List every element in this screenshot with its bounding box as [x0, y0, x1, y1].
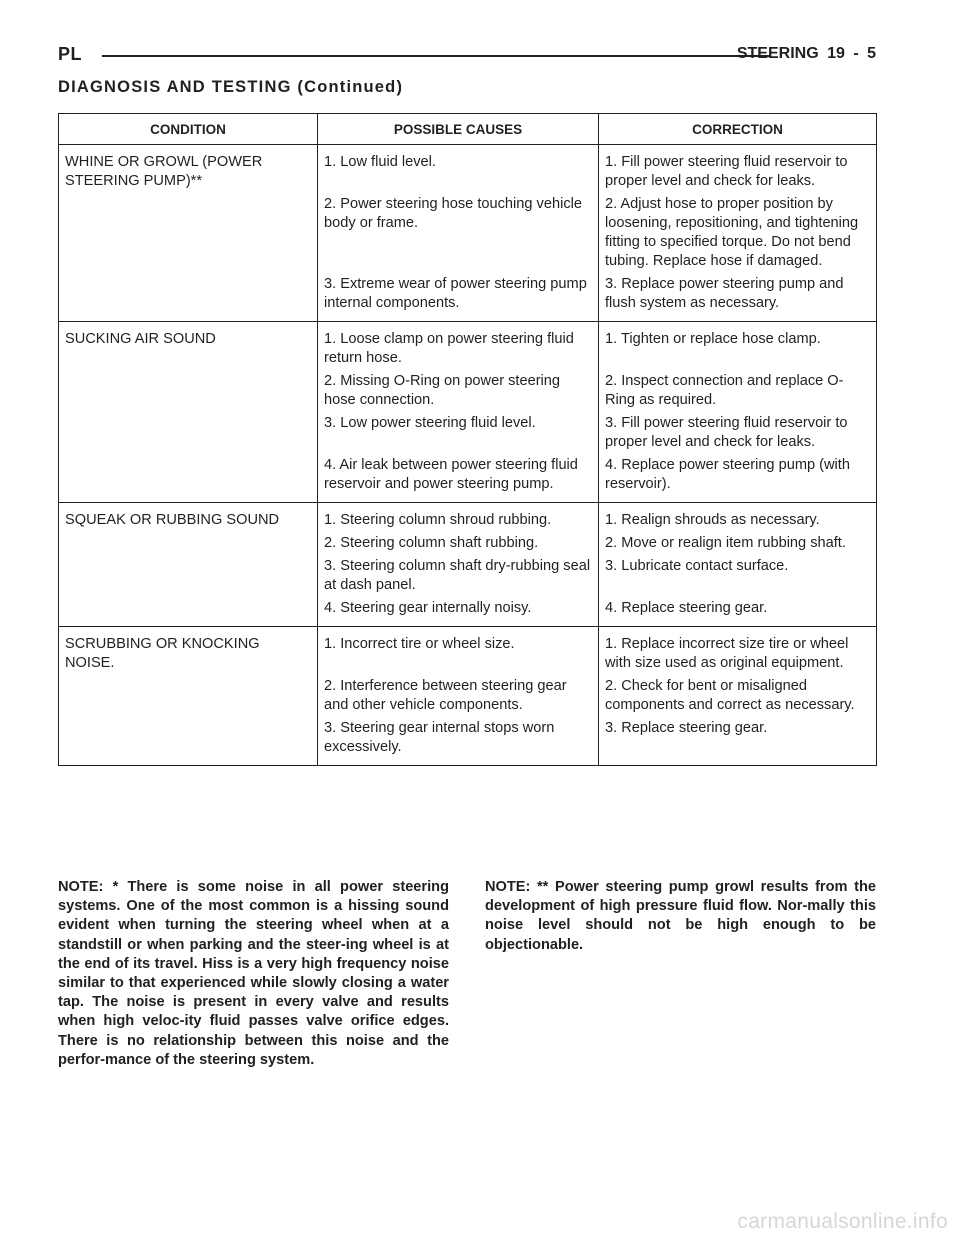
cause-cell: 1. Steering column shroud rubbing. [318, 503, 599, 533]
cause-cell: 3. Extreme wear of power steering pump internal components. [318, 273, 599, 322]
table-row [59, 193, 877, 273]
correction-cell: 3. Replace power steering pump and flush system as necessary. [599, 273, 877, 322]
correction-cell: 2. Check for bent or misaligned components and correct as necessary. [599, 675, 877, 717]
condition-cell [59, 370, 318, 412]
condition-cell [59, 532, 318, 555]
table-row [59, 717, 877, 766]
condition-cell [59, 193, 318, 273]
condition-cell [59, 412, 318, 454]
cause-cell: 2. Steering column shaft rubbing. [318, 532, 599, 555]
cause-cell: 3. Steering gear internal stops worn excessively. [318, 717, 599, 766]
correction-cell: 3. Replace steering gear. [599, 717, 877, 766]
table-row [59, 532, 877, 555]
condition-cell [59, 717, 318, 766]
table-row [59, 273, 877, 322]
note-hiss: NOTE: * There is some noise in all power steering systems. One of the most common is a hissing sound evident when turning the steering wheel when at a standstill or when parking and the steer-ing wheel is at the end of its travel. Hiss is a very high frequency noise similar to that experienced while slowly closing a water tap. The noise is present in every valve and results when high veloc-ity fluid passes valve orifice edges. There is no relationship between this noise and the perfor-mance of the steering system. [58, 879, 449, 1068]
cause-cell: 4. Air leak between power steering fluid reservoir and power steering pump. [318, 454, 599, 503]
table-row [59, 370, 877, 412]
correction-cell: 4. Replace power steering pump (with reservoir). [599, 454, 877, 503]
section-title: DIAGNOSIS AND TESTING (Continued) [58, 78, 404, 96]
correction-cell: 3. Lubricate contact surface. [599, 555, 877, 597]
table-header-row [59, 114, 877, 145]
condition-cell [59, 675, 318, 717]
header-section-page: STEERING 19 - 5 [736, 45, 876, 62]
condition-cell: SQUEAK OR RUBBING SOUND [65, 512, 280, 528]
correction-cell: 2. Adjust hose to proper position by loosening, repositioning, and tightening fitting to specified torque. Do not bend tubing. Replace hose if damaged. [599, 193, 877, 273]
watermark: carmanualsonline.info [737, 1210, 948, 1233]
cause-cell: 3. Low power steering fluid level. [318, 412, 599, 454]
table-row [59, 322, 877, 371]
table-row [59, 145, 877, 194]
condition-cell [59, 555, 318, 597]
cause-cell: 4. Steering gear internally noisy. [318, 597, 599, 627]
correction-cell: 1. Fill power steering fluid reservoir to proper level and check for leaks. [599, 145, 877, 194]
condition-cell [59, 273, 318, 322]
header-vehicle-code: PL [58, 44, 83, 64]
correction-cell: 3. Fill power steering fluid reservoir to proper level and check for leaks. [599, 412, 877, 454]
table-row [59, 597, 877, 627]
diagnosis-table [58, 113, 877, 766]
condition-cell [59, 454, 318, 503]
correction-cell: 2. Move or realign item rubbing shaft. [599, 532, 877, 555]
condition-cell: SUCKING AIR SOUND [65, 331, 216, 347]
correction-cell: 1. Tighten or replace hose clamp. [599, 322, 877, 371]
cause-cell: 1. Incorrect tire or wheel size. [318, 627, 599, 676]
condition-cell: SCRUBBING OR KNOCKING NOISE. [65, 636, 260, 671]
column-header-possible-causes: POSSIBLE CAUSES [318, 114, 599, 145]
table-row [59, 627, 877, 676]
table-row [59, 503, 877, 533]
condition-cell: WHINE OR GROWL (POWER STEERING PUMP)** [65, 154, 263, 189]
correction-cell: 1. Realign shrouds as necessary. [599, 503, 877, 533]
cause-cell: 1. Low fluid level. [318, 145, 599, 194]
note-pump-growl: NOTE: ** Power steering pump growl results from the development of high pressure fluid flow. Nor-mally this noise level should not be high enough to be objectionable. [485, 879, 876, 953]
table-row [59, 412, 877, 454]
correction-cell: 2. Inspect connection and replace O-Ring as required. [599, 370, 877, 412]
column-header-condition: CONDITION [59, 114, 318, 145]
header-rule [102, 55, 770, 57]
column-header-correction: CORRECTION [599, 114, 877, 145]
condition-cell [59, 597, 318, 627]
cause-cell: 2. Missing O-Ring on power steering hose connection. [318, 370, 599, 412]
table-row [59, 555, 877, 597]
table-row [59, 675, 877, 717]
correction-cell: 4. Replace steering gear. [599, 597, 877, 627]
page-header [58, 44, 876, 68]
table-row [59, 454, 877, 503]
correction-cell: 1. Replace incorrect size tire or wheel with size used as original equipment. [599, 627, 877, 676]
cause-cell: 2. Power steering hose touching vehicle body or frame. [318, 193, 599, 273]
cause-cell: 2. Interference between steering gear and other vehicle components. [318, 675, 599, 717]
cause-cell: 3. Steering column shaft dry-rubbing seal at dash panel. [318, 555, 599, 597]
cause-cell: 1. Loose clamp on power steering fluid return hose. [318, 322, 599, 371]
